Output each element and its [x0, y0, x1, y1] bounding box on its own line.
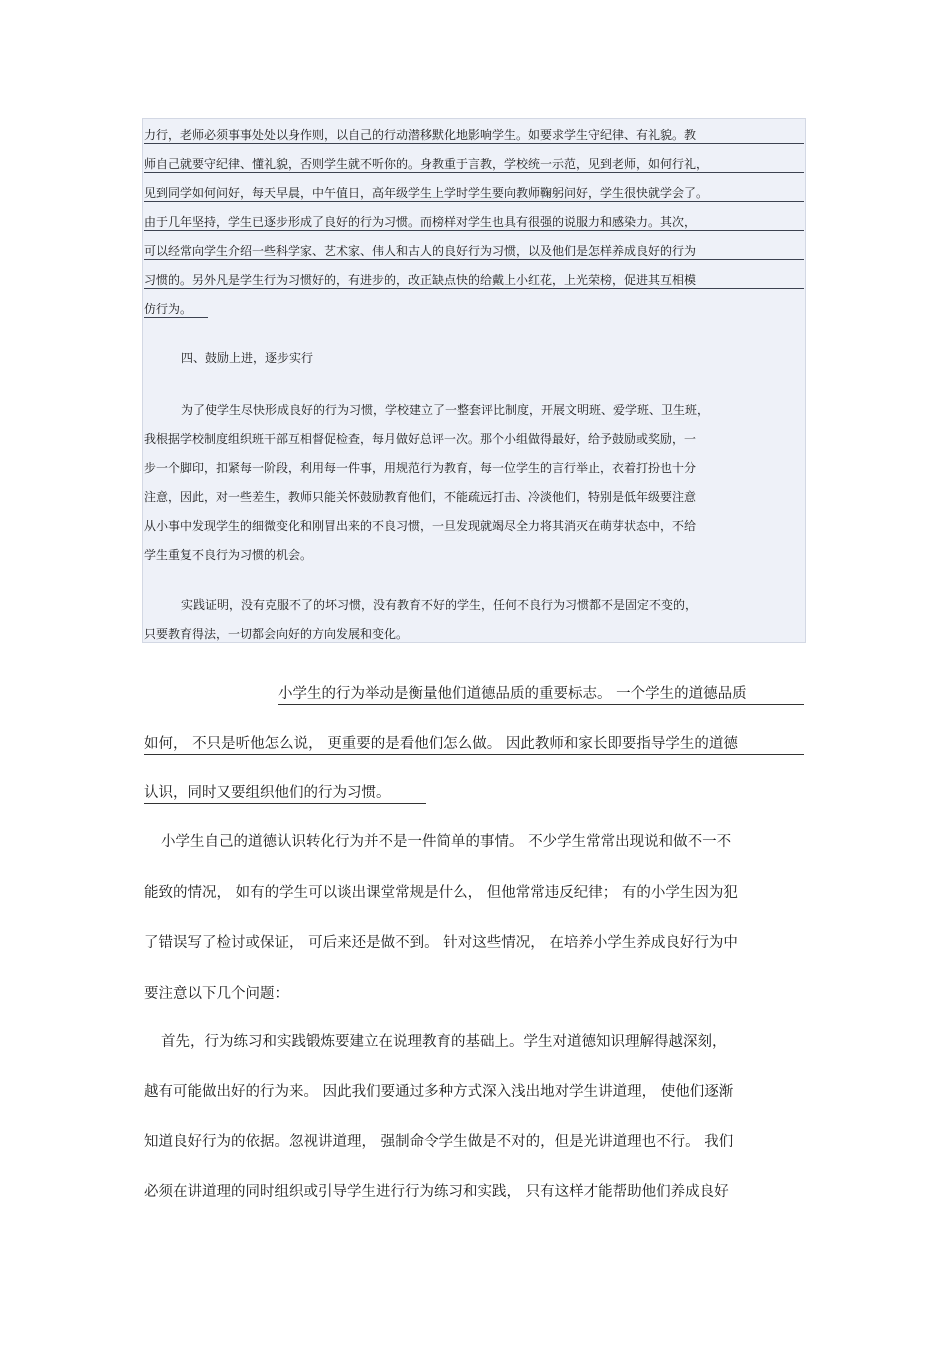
box-line: 我根据学校制度组织班干部互相督促检查，每月做好总评一次。那个小组做得最好，给予鼓励或奖励，一: [144, 432, 697, 446]
box-line: 步一个脚印，扣紧每一阶段，利用每一件事，用规范行为教育，每一位学生的言行举止，衣着打扮也十分: [144, 461, 697, 475]
box-line: 只要教育得法，一切都会向好的方向发展和变化。: [144, 627, 409, 641]
body-line: 知道良好行为的依据。忽视讲道理， 强制命令学生做是不对的，但是光讲道理也不行。 我们: [144, 1134, 734, 1150]
box-line: 从小事中发现学生的细微变化和刚冒出来的不良习惯，一旦发现就竭尽全力将其消灭在萌芽状态中，不给: [144, 519, 697, 533]
box-line: 见到同学如何问好，每天早晨，中午值日，高年级学生上学时学生要向教师鞠躬问好，学生很快就学会了。: [144, 185, 804, 202]
section-heading: 四、鼓励上进，逐步实行: [181, 351, 314, 365]
body-line: 如何， 不只是听他怎么说， 更重要的是看他们怎么做。 因此教师和家长即要指导学生的道德: [144, 734, 804, 755]
body-line: 小学生的行为举动是衡量他们道德品质的重要标志。 一个学生的道德品质: [278, 684, 804, 705]
body-line: 必须在讲道理的同时组织或引导学生进行行为练习和实践， 只有这样才能帮助他们养成良好: [144, 1184, 729, 1200]
box-line: 可以经常向学生介绍一些科学家、艺术家、伟人和古人的良好行为习惯，以及他们是怎样养成良好的行为: [144, 243, 804, 260]
box-line: 为了使学生尽快形成良好的行为习惯，学校建立了一整套评比制度，开展文明班、爱学班、卫生班，: [181, 403, 710, 417]
body-line: 小学生自己的道德认识转化行为并不是一件简单的事情。 不少学生常常出现说和做不一不: [161, 834, 732, 850]
body-line: 了错误写了检讨或保证， 可后来还是做不到。 针对这些情况， 在培养小学生养成良好行为中: [144, 935, 738, 951]
box-line: 学生重复不良行为习惯的机会。: [144, 548, 313, 562]
body-line: 越有可能做出好的行为来。 因此我们要通过多种方式深入浅出地对学生讲道理， 使他们逐渐: [144, 1084, 734, 1100]
box-line: 实践证明，没有克服不了的坏习惯，没有教育不好的学生，任何不良行为习惯都不是固定不变的，: [181, 598, 698, 612]
body-line: 认识，同时又要组织他们的行为习惯。: [144, 783, 426, 804]
box-line: 注意，因此，对一些差生，教师只能关怀鼓励教育他们，不能疏远打击、冷淡他们，特别是低年级要注意: [144, 490, 697, 504]
body-line: 首先，行为练习和实践锻炼要建立在说理教育的基础上。学生对道德知识理解得越深刻，: [161, 1034, 727, 1050]
body-line: 要注意以下几个问题：: [144, 986, 289, 1002]
body-line: 能致的情况， 如有的学生可以谈出课堂常规是什么， 但他常常违反纪律； 有的小学生因为犯: [144, 885, 738, 901]
box-line: 仿行为。: [144, 301, 208, 318]
box-line: 力行，老师必须事事处处以身作则，以自己的行动潜移默化地影响学生。如要求学生守纪律、有礼貌。教: [144, 127, 804, 144]
box-line: 习惯的。另外凡是学生行为习惯好的，有进步的，改正缺点快的给戴上小红花，上光荣榜，促进其互相模: [144, 272, 804, 289]
box-line: 师自己就要守纪律、懂礼貌，否则学生就不听你的。身教重于言教，学校统一示范，见到老师，如何行礼，: [144, 156, 804, 173]
box-line: 由于几年坚持，学生已逐步形成了良好的行为习惯。而榜样对学生也具有很强的说服力和感染力。其次，: [144, 214, 804, 231]
